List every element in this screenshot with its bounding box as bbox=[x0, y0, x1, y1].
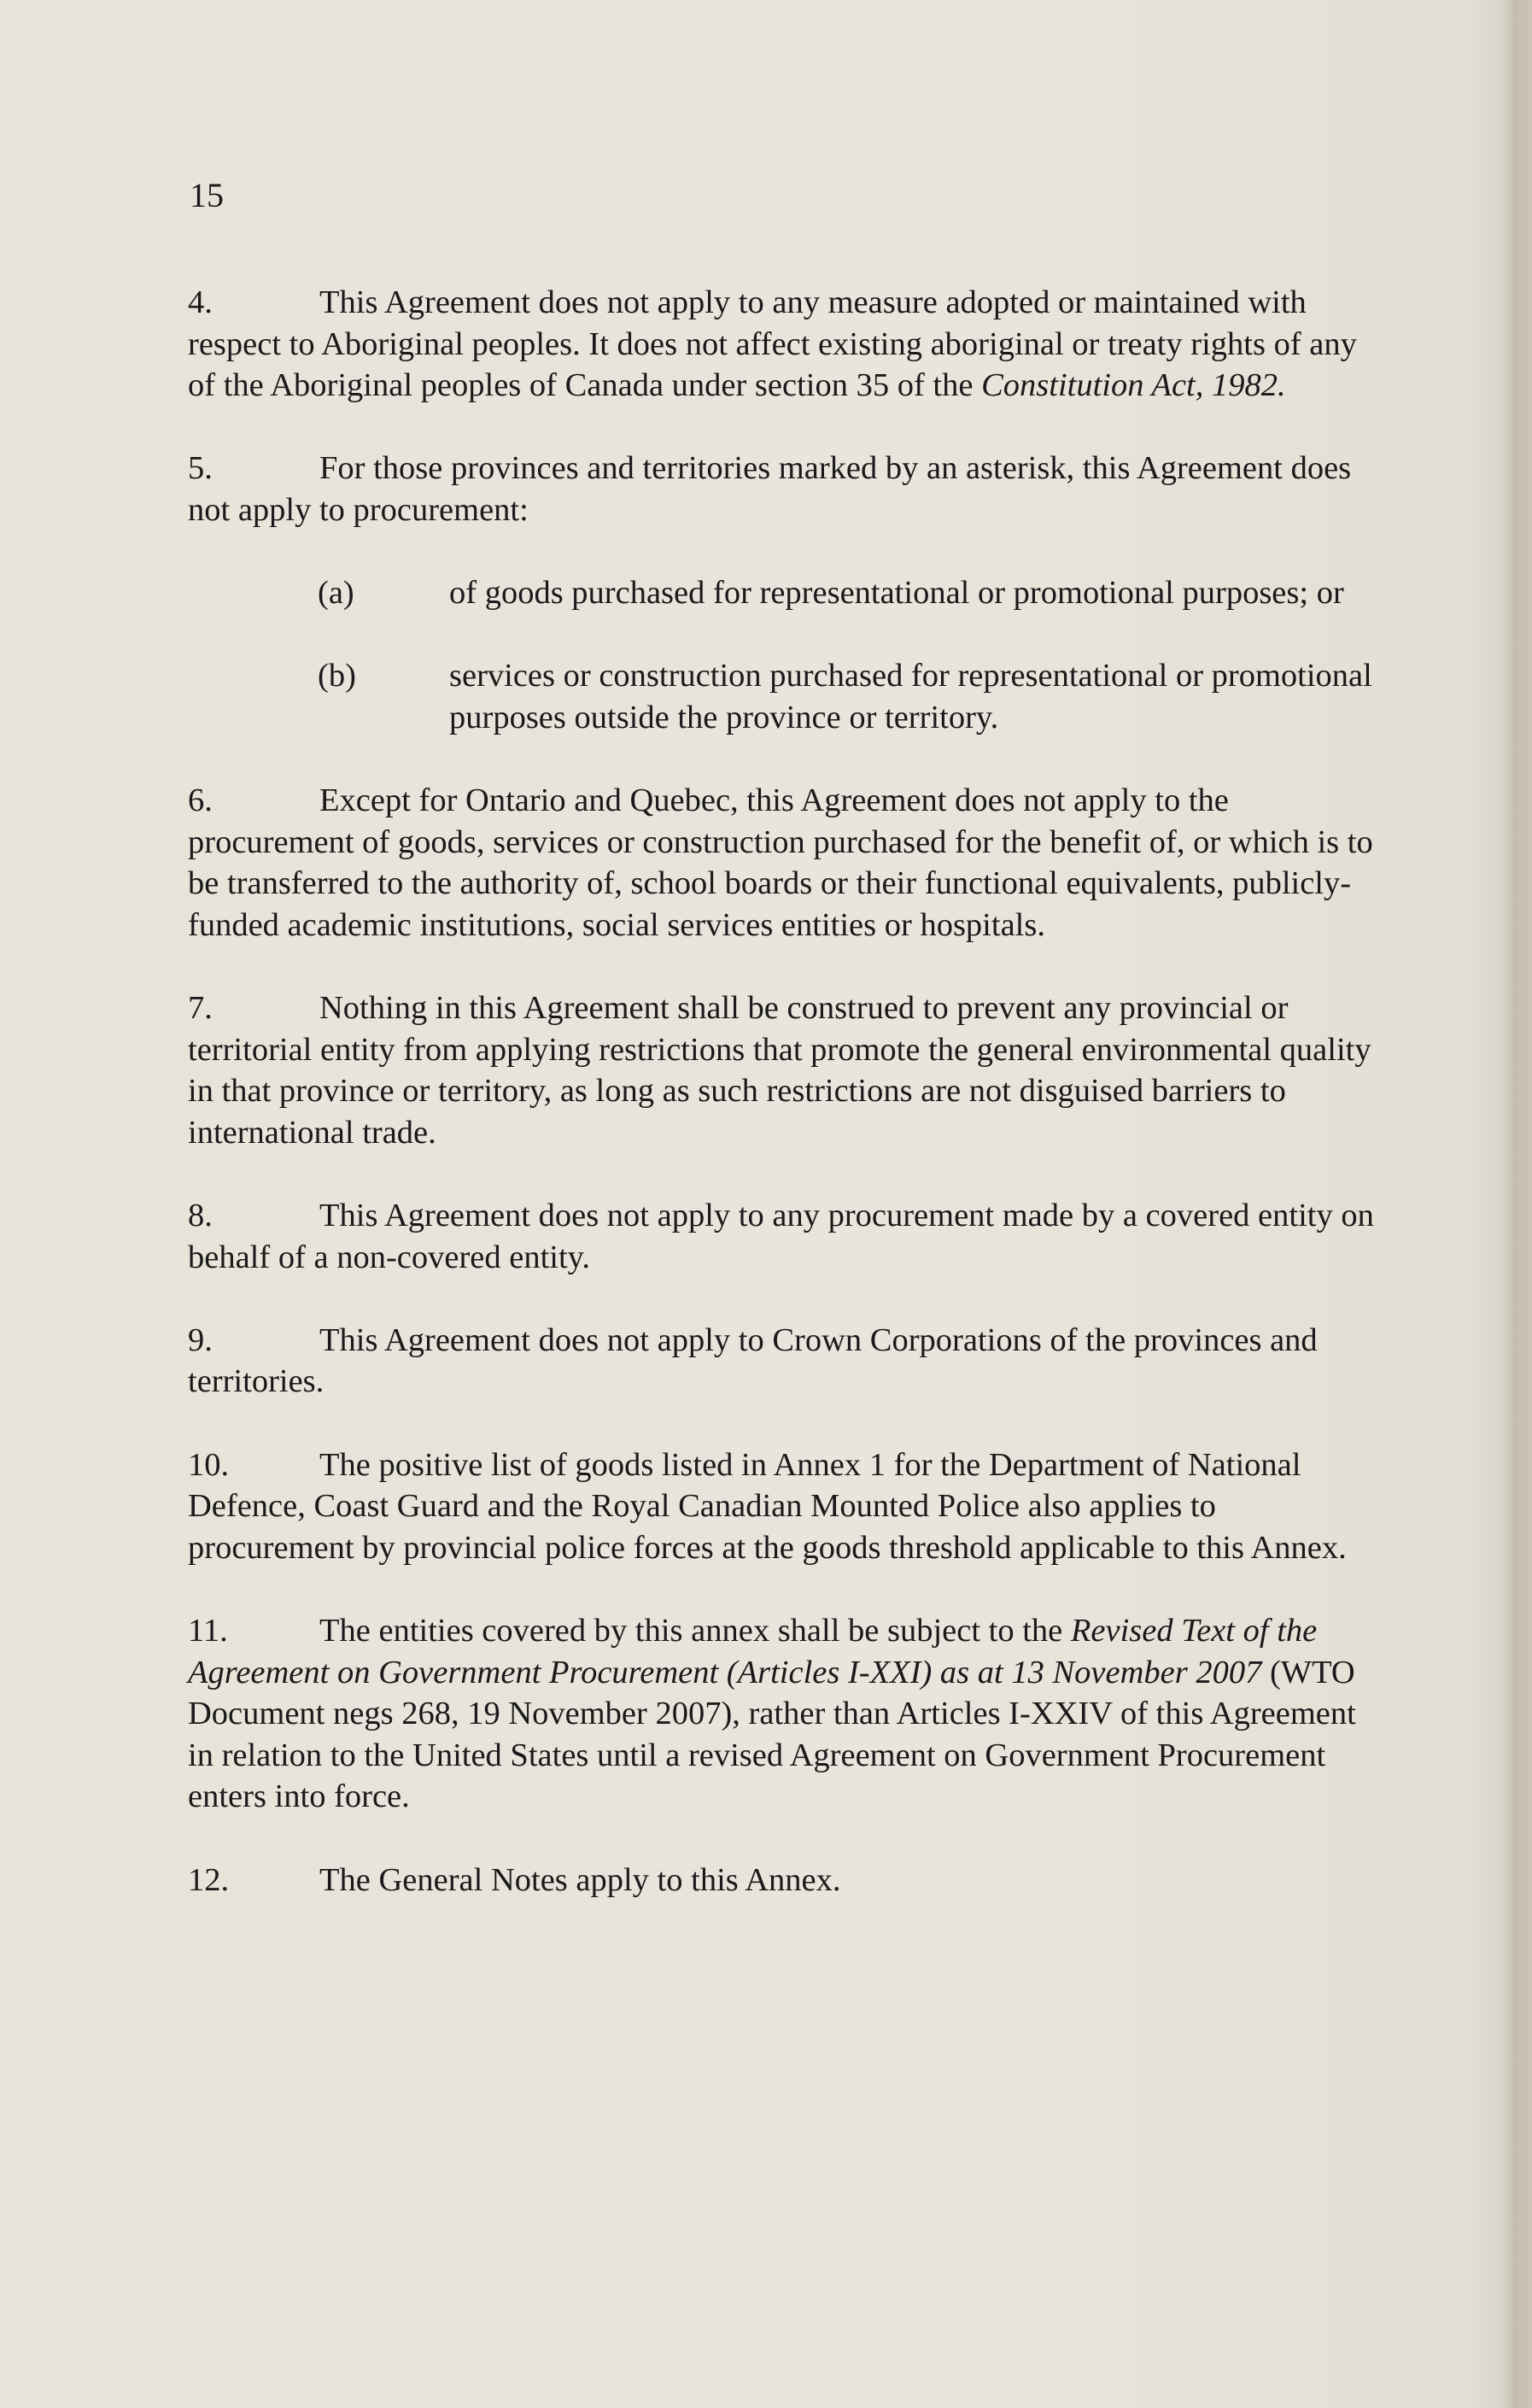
paragraph-8 bbox=[188, 1195, 1375, 1278]
paragraph-number: 9. bbox=[188, 1321, 213, 1358]
paragraph-text: The entities covered by this annex shall be subject to the bbox=[319, 1613, 1071, 1649]
paragraph-number: 12. bbox=[188, 1861, 230, 1898]
paragraph-italic-text: Revised Text of the Agreement on Government Procurement (Articles I-XXI) as at 13 November 2007 bbox=[188, 1613, 1318, 1690]
paragraph-italic-text: Constitution Act, 1982. bbox=[981, 367, 1286, 404]
paragraph-text-continued: (WTO Document negs 268, 19 November 2007), rather than Articles I-XXIV of this Agreement in relation to the United States until a revised Agreement on Government Procurement enters into force. bbox=[188, 1654, 1356, 1815]
page-number: 15 bbox=[190, 176, 224, 214]
paragraph-10 bbox=[188, 1444, 1375, 1569]
subparagraph-label: (b) bbox=[318, 658, 356, 694]
paragraph-number: 7. bbox=[188, 990, 213, 1027]
paragraph-text: This Agreement does not apply to any measure adopted or maintained with respect to Aboriginal peoples. It does not affect existing aboriginal or treaty rights of any of the Aboriginal peoples of Canada under section 35 of the bbox=[188, 284, 1357, 404]
subparagraph-text: services or construction purchased for representational or promotional purposes outside the province or territory. bbox=[449, 658, 1372, 735]
paragraph-5 bbox=[188, 448, 1375, 530]
paragraph-number: 10. bbox=[188, 1446, 230, 1483]
paragraph-text: The General Notes apply to this Annex. bbox=[319, 1861, 841, 1898]
paragraph-number: 6. bbox=[188, 782, 213, 819]
paragraph-7 bbox=[188, 987, 1375, 1153]
paragraph-text: For those provinces and territories marked by an asterisk, this Agreement does not apply to procurement: bbox=[188, 450, 1352, 528]
document-body bbox=[188, 282, 1375, 1942]
paragraph-number: 8. bbox=[188, 1198, 213, 1234]
paragraph-text: The positive list of goods listed in Annex 1 for the Department of National Defence, Coast Guard and the Royal Canadian Mounted Police also applies to procurement by provincial police forces at the goods threshold applicable to this Annex. bbox=[188, 1446, 1347, 1566]
subparagraph-b bbox=[188, 655, 1375, 738]
paragraph-6 bbox=[188, 780, 1375, 946]
paragraph-4 bbox=[188, 282, 1375, 407]
subparagraph-label: (a) bbox=[318, 575, 354, 612]
paragraph-text: This Agreement does not apply to Crown Corporations of the provinces and territories. bbox=[188, 1321, 1318, 1400]
subparagraph-text: of goods purchased for representational or promotional purposes; or bbox=[449, 575, 1344, 612]
paragraph-12 bbox=[188, 1860, 1375, 1901]
paragraph-number: 11. bbox=[188, 1613, 228, 1649]
subparagraph-a bbox=[188, 572, 1375, 614]
paragraph-number: 4. bbox=[188, 284, 213, 320]
paragraph-9 bbox=[188, 1320, 1375, 1403]
paragraph-text: Except for Ontario and Quebec, this Agreement does not apply to the procurement of goods, services or construction purchased for the benefit of, or which is to be transferred to the authority of, school boards or their functional equivalents, publicly-funded academic institutions, social services entities or hospitals. bbox=[188, 782, 1373, 943]
paragraph-text: This Agreement does not apply to any procurement made by a covered entity on behalf of a non-covered entity. bbox=[188, 1198, 1374, 1275]
paragraph-text: Nothing in this Agreement shall be construed to prevent any provincial or territorial entity from applying restrictions that promote the general environmental quality in that province or territory, as long as such restrictions are not disguised barriers to international trade. bbox=[188, 990, 1371, 1151]
paragraph-11 bbox=[188, 1610, 1375, 1818]
paragraph-number: 5. bbox=[188, 450, 213, 487]
page-edge-shadow bbox=[1501, 0, 1532, 2408]
